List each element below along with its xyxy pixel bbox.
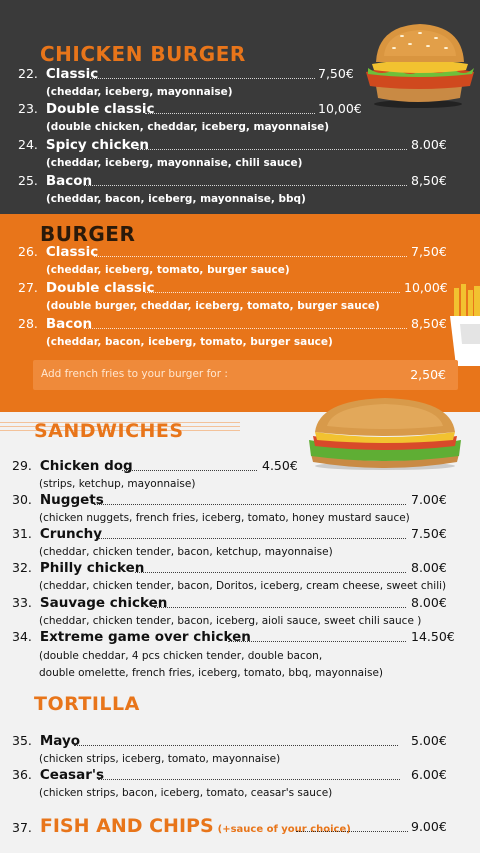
item-name: Sauvage chicken xyxy=(39,595,168,611)
item-name: Chicken dog xyxy=(39,458,133,474)
item-description: (cheddar, chicken tender, bacon, Doritos, iceberg, cream cheese, sweet chili) xyxy=(39,580,447,592)
leader-dots xyxy=(135,572,406,573)
leader-dots xyxy=(228,641,406,642)
item-name: Ceasar's xyxy=(39,767,105,783)
menu-item xyxy=(12,733,80,749)
item-name: Bacon xyxy=(45,316,93,332)
item-name: Crunchy xyxy=(39,526,103,542)
item-description: (cheddar, iceberg, mayonnaise) xyxy=(46,86,233,98)
menu-item xyxy=(12,458,133,474)
item-number: 29. xyxy=(12,458,32,473)
item-description: (chicken nuggets, french fries, iceberg, tomato, honey mustard sauce) xyxy=(39,512,410,524)
sub-sandwich-image xyxy=(305,396,465,472)
leader-dots xyxy=(94,504,406,505)
item-price: 8,50€ xyxy=(411,173,447,188)
item-description: (double chicken, cheddar, iceberg, mayonnaise) xyxy=(46,121,330,133)
item-description: (double burger, cheddar, iceberg, tomato, burger sauce) xyxy=(46,300,380,312)
leader-dots xyxy=(154,607,406,608)
burger-section xyxy=(0,214,480,412)
item-name: Classic xyxy=(45,244,99,260)
item-price: 5.00€ xyxy=(411,733,447,748)
item-description: (chicken strips, iceberg, tomato, mayonnaise) xyxy=(39,753,281,765)
item-description: (strips, ketchup, mayonnaise) xyxy=(39,478,196,490)
leader-dots xyxy=(74,745,398,746)
item-name: Double classic xyxy=(45,280,155,296)
menu-item-fish-and-chips xyxy=(12,815,351,837)
menu-item xyxy=(18,101,155,117)
item-note: (+sauce of your choice) xyxy=(217,824,351,835)
sandwiches-section xyxy=(0,412,480,853)
menu-item xyxy=(12,767,104,783)
item-name: Nuggets xyxy=(39,492,104,508)
item-name: Mayo xyxy=(39,733,81,749)
menu-item xyxy=(18,244,98,260)
leader-dots xyxy=(137,149,407,150)
item-price: 6.00€ xyxy=(411,767,447,782)
item-number: 30. xyxy=(12,492,32,507)
item-description: (cheddar, chicken tender, bacon, ketchup, mayonnaise) xyxy=(39,546,333,558)
fries-image xyxy=(450,284,480,369)
leader-dots xyxy=(84,328,407,329)
item-description: (cheddar, chicken tender, bacon, iceberg, aioli sauce, sweet chili sauce ) xyxy=(39,615,422,627)
menu-item xyxy=(18,137,149,153)
item-price: 9.00€ xyxy=(411,819,447,834)
item-name: Philly chicken xyxy=(39,560,145,576)
leader-dots xyxy=(84,185,407,186)
item-description: (double cheddar, 4 pcs chicken tender, double bacon, xyxy=(39,650,323,662)
item-number: 23. xyxy=(18,101,38,116)
item-price: 7,50€ xyxy=(318,66,354,81)
item-number: 25. xyxy=(18,173,38,188)
leader-dots xyxy=(94,256,407,257)
menu-item xyxy=(12,629,251,645)
menu-item xyxy=(18,280,155,296)
item-price: 8.00€ xyxy=(411,137,447,152)
item-number: 26. xyxy=(18,244,38,259)
leader-dots xyxy=(145,292,400,293)
menu-item xyxy=(12,492,104,508)
item-name: Classic xyxy=(45,66,99,82)
item-number: 35. xyxy=(12,733,32,748)
item-number: 27. xyxy=(18,280,38,295)
chicken-burger-image xyxy=(362,20,480,110)
item-number: 31. xyxy=(12,526,32,541)
leader-dots xyxy=(122,470,257,471)
fries-addon-price: 2,50€ xyxy=(410,367,446,382)
leader-dots xyxy=(96,538,406,539)
chicken-burger-section xyxy=(0,0,480,214)
leader-dots xyxy=(90,78,315,79)
leader-dots xyxy=(296,831,408,832)
item-number: 22. xyxy=(18,66,38,81)
item-price: 7,50€ xyxy=(411,244,447,259)
item-description: (cheddar, bacon, iceberg, tomato, burger sauce) xyxy=(46,336,333,348)
item-price: 4.50€ xyxy=(262,458,298,473)
item-price: 14.50€ xyxy=(411,629,455,644)
item-price: 10,00€ xyxy=(404,280,448,295)
item-number: 36. xyxy=(12,767,32,782)
item-number: 34. xyxy=(12,629,32,644)
item-description: (cheddar, iceberg, mayonnaise, chili sauce) xyxy=(46,157,303,169)
item-price: 8.00€ xyxy=(411,595,447,610)
item-price: 10,00€ xyxy=(318,101,362,116)
item-description: (cheddar, bacon, iceberg, mayonnaise, bbq) xyxy=(46,193,306,205)
menu-item xyxy=(12,526,102,542)
section-title: BURGER xyxy=(40,222,136,246)
section-title: CHICKEN BURGER xyxy=(40,42,246,66)
item-price: 8,50€ xyxy=(411,316,447,331)
item-description: (cheddar, iceberg, tomato, burger sauce) xyxy=(46,264,290,276)
item-price: 8.00€ xyxy=(411,560,447,575)
item-number: 24. xyxy=(18,137,38,152)
item-description: (chicken strips, bacon, iceberg, tomato, ceasar's sauce) xyxy=(39,787,333,799)
fries-addon-text: Add french fries to your burger for : xyxy=(41,368,228,380)
item-number: 28. xyxy=(18,316,38,331)
item-number: 33. xyxy=(12,595,32,610)
menu-item xyxy=(12,560,144,576)
item-price: 7.50€ xyxy=(411,526,447,541)
leader-dots xyxy=(98,779,400,780)
menu-item xyxy=(18,66,98,82)
item-number: 37. xyxy=(12,820,32,835)
item-name: Extreme game over chicken xyxy=(39,629,251,645)
fries-addon-bar xyxy=(33,360,458,390)
tortilla-title: TORTILLA xyxy=(34,693,140,715)
item-description-line-2: double omelette, french fries, iceberg, tomato, bbq, mayonnaise) xyxy=(39,667,384,679)
menu-item xyxy=(18,173,92,189)
leader-dots xyxy=(145,113,315,114)
item-name: Bacon xyxy=(45,173,93,189)
menu-item xyxy=(18,316,92,332)
item-name: Spicy chicken xyxy=(45,137,150,153)
item-price: 7.00€ xyxy=(411,492,447,507)
item-name: FISH AND CHIPS xyxy=(39,815,214,837)
section-title: SANDWICHES xyxy=(34,420,184,442)
menu-item xyxy=(12,595,167,611)
item-number: 32. xyxy=(12,560,32,575)
item-name: Double classic xyxy=(45,101,155,117)
